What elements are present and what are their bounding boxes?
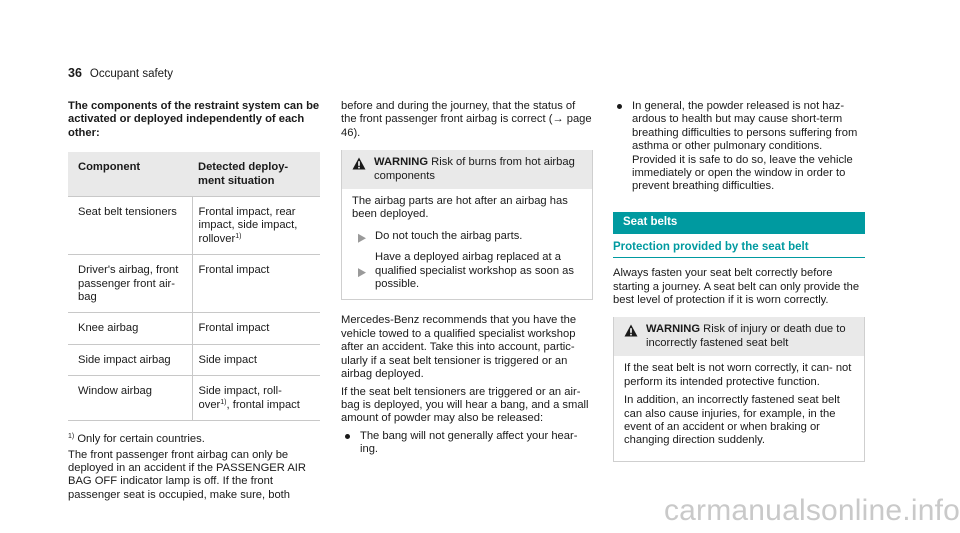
watermark: carmanualsonline.info (663, 494, 960, 527)
table-cell-component: Driver's airbag, front passenger front air- bag (68, 255, 192, 313)
warning-text: The airbag parts are hot after an airbag has been deployed. (352, 195, 568, 221)
table-cell-situation: Frontal impact (192, 313, 320, 344)
table-cell-component: Window airbag (68, 376, 192, 421)
table-row (68, 344, 320, 375)
towing-paragraph: Mercedes-Benz recommends that you have the vehicle towed to a qualified specialist workshop after an accident. Take this into account, partic- ularly if a seat belt tensioner is triggered or an airbag deployed. (341, 314, 577, 381)
footnote-ref: 1) (220, 398, 227, 406)
warning-label: WARNING (646, 323, 701, 336)
warning-header (614, 317, 864, 356)
seat-belt-paragraph: Always fasten your seat belt correctly before starting a journey. A seat belt can only provide the best level of protection if it is worn correctly. (613, 267, 860, 307)
passenger-airbag-paragraph: The front passenger front airbag can only be deployed in an accident if the PASSENGER AIR BAG OFF indicator lamp is off. If the front passenger seat is occupied, make sure, both (68, 448, 306, 501)
table-row (68, 313, 320, 344)
footnote-ref: 1) (235, 232, 242, 240)
table-header-row (68, 152, 320, 196)
warning-body (614, 356, 864, 460)
bullet-icon (617, 104, 622, 109)
table-header-situation: Detected deploy- ment situation (192, 152, 320, 196)
airbag-status-paragraph: before and during the journey, that the status of the front passenger front airbag is correct (→ page 46). (341, 100, 592, 139)
warning-title: Risk of injury or death due to incorrectly fastened seat belt (646, 323, 846, 349)
warning-triangle-icon (352, 157, 366, 170)
subheading: Protection provided by the seat belt (613, 241, 865, 258)
table-cell-situation: Frontal impact (192, 255, 320, 313)
table-row (68, 197, 320, 255)
warning-label: WARNING (374, 156, 429, 169)
section-title-bar: Seat belts (613, 212, 865, 234)
components-table (68, 152, 320, 421)
table-cell-situation: Side impact, roll- over$^{1)}$, frontal impact (192, 376, 320, 421)
table-row (68, 255, 320, 313)
step-arrow-icon (358, 233, 366, 243)
bullet-icon (345, 434, 350, 439)
column-2 (341, 100, 593, 457)
table-header-component: Component (68, 152, 192, 196)
table-cell-situation: Frontal impact, rear impact, side impact, rollover$^{1)}$ (192, 197, 320, 255)
table-cell-component: Seat belt tensioners (68, 197, 192, 255)
restraint-heading: The components of the restraint system can be activated or deployed independently of each other: (68, 100, 320, 139)
table-cell-component: Side impact airbag (68, 344, 192, 375)
warning-text: In addition, an incorrectly fastened seat belt can also cause injuries, for example, in the event of an accident or when braking or changing direction suddenly. (624, 394, 840, 447)
section-name: Occupant safety (89, 68, 174, 80)
list-item: In general, the powder released is not haz- ardous to health but may cause short-term breathing difficulties to persons suffering from asthma or other pulmonary conditions. Provided it is safe to do so, leave the vehicle immediately or open the window in order to prevent breathing difficulties. (613, 100, 865, 194)
footnote-mark: 1) (68, 433, 75, 441)
page-number: 36 (68, 66, 82, 80)
table-row (68, 376, 320, 421)
step-arrow-icon (358, 254, 366, 291)
warning-header (342, 150, 592, 189)
column-3 (613, 100, 865, 476)
footnote: $^{1)}$ Only for certain countries. (68, 433, 205, 446)
step-item: Have a deployed airbag replaced at a qualified specialist workshop as soon as possible. (352, 251, 584, 291)
tensioner-paragraph: If the seat belt tensioners are triggered or an air- bag is deployed, you will hear a bang, and a small amount of powder may also be released: (341, 385, 589, 425)
warning-triangle-icon (624, 324, 638, 337)
table-cell-component: Knee airbag (68, 313, 192, 344)
warning-title: Risk of burns from hot airbag components (374, 156, 575, 182)
list-item: The bang will not generally affect your hear- ing. (341, 430, 593, 457)
column-1 (68, 100, 320, 506)
burns-warning-box (341, 150, 593, 300)
warning-text: If the seat belt is not worn correctly, it can- not perform its intended protective function. (624, 362, 852, 388)
table-cell-situation: Side impact (192, 344, 320, 375)
step-item: Do not touch the airbag parts. (352, 230, 584, 243)
warning-body (342, 189, 592, 299)
seat-belt-warning-box (613, 317, 865, 461)
page-header (68, 67, 173, 83)
